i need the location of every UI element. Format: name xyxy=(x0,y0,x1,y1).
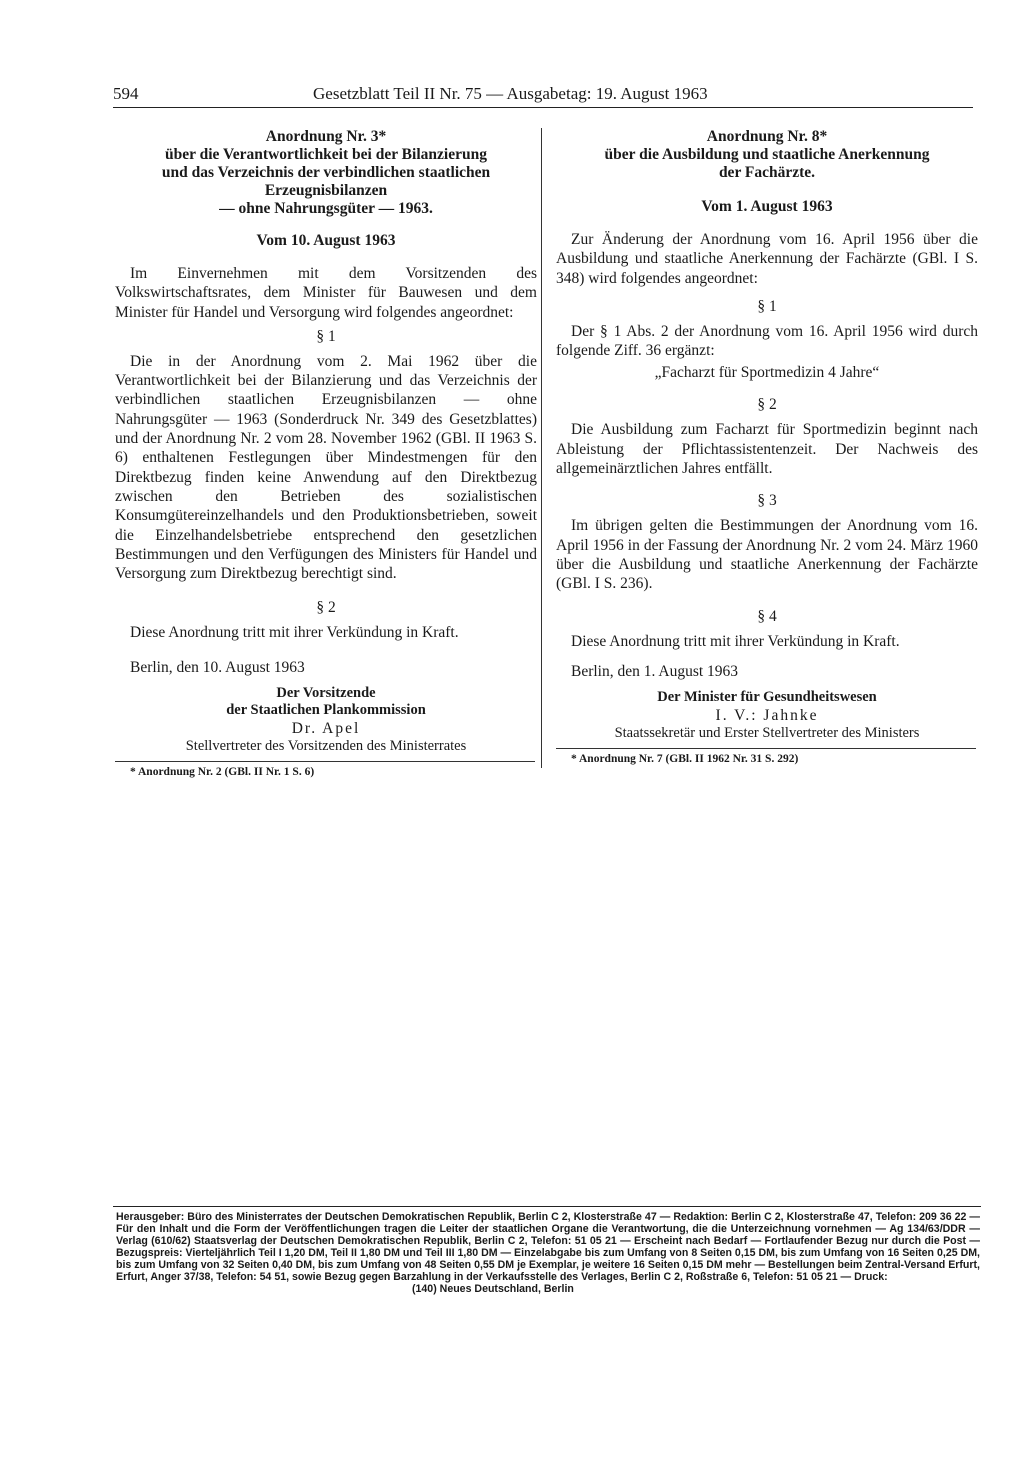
left-signer-role: Stellvertreter des Vorsitzenden des Ministerrates xyxy=(185,737,467,754)
left-section-2-mark: § 2 xyxy=(316,599,336,617)
right-section-4-mark: § 4 xyxy=(757,607,777,625)
right-signer-role: Staatssekretär und Erster Stellvertreter des Ministers xyxy=(614,724,920,741)
right-date: Vom 1. August 1963 xyxy=(701,198,833,215)
left-title-line: über die Verantwortlichkeit bei der Bilanzierung xyxy=(165,146,487,163)
right-section-1-text: Der § 1 Abs. 2 der Anordnung vom 16. April 1956 wird durch folgende Ziff. 36 ergänzt: xyxy=(556,322,978,360)
right-place-date: Berlin, den 1. August 1963 xyxy=(571,662,739,680)
left-footnote: * Anordnung Nr. 2 (GBl. II Nr. 1 S. 6) xyxy=(130,765,315,778)
right-section-4-text: Diese Anordnung tritt mit ihrer Verkündung in Kraft. xyxy=(571,632,900,650)
imprint-printer: (140) Neues Deutschland, Berlin xyxy=(412,1283,574,1295)
left-section-1-mark: § 1 xyxy=(316,327,336,345)
left-title-line: — ohne Nahrungsgüter — 1963. xyxy=(219,200,433,217)
right-section-3-text: Im übrigen gelten die Bestimmungen der Anordnung vom 16. April 1956 in der Fassung der Anordnung Nr. 2 vom 24. März 1960 über die Ausbildung und staatliche Anerkennung der Fachärzte (GBl. I S. 236). xyxy=(556,517,978,593)
left-preamble: Im Einvernehmen mit dem Vorsitzenden des Volkswirtschaftsrates, dem Minister für Bauwesen und dem Minister für Handel und Versorgung wird folgendes angeordnet: xyxy=(115,265,537,321)
right-footnote: * Anordnung Nr. 7 (GBl. II 1962 Nr. 31 S. 292) xyxy=(571,752,799,765)
right-column xyxy=(556,128,978,765)
left-section-1-text: Die in der Anordnung vom 2. Mai 1962 über die Verantwortlichkeit bei der Bilanzierung und das Verzeichnis der verbindlichen staatlichen Erzeugnisbilanzen — ohne Nahrungsgüter — 1963 (Sonderdruck Nr. 349 des Gesetzblattes) und der Anordnung Nr. 2 vom 28. November 1962 (GBl. II 1963 S. 6) enthaltenen Festlegungen über Mindestmengen für den Direktbezug finden keine Anwendung auf den Direktbezug zwischen den Betrieben des sozialistischen Konsumgütereinzelhandels und den Produktionsbetrieben, soweit die Einzelhandelsbetriebe entsprechend den gesetzlichen Bestimmungen und den Verfügungen des Ministers für Handel und Versorgung zum Direktbezug berechtigt sind. xyxy=(115,352,537,583)
right-section-3-mark: § 3 xyxy=(757,492,777,510)
imprint xyxy=(116,1211,980,1295)
right-section-2-mark: § 2 xyxy=(757,396,777,414)
column-divider xyxy=(541,128,542,768)
left-title-line: und das Verzeichnis der verbindlichen staatlichen xyxy=(161,164,491,181)
right-preamble: Zur Änderung der Anordnung vom 16. April 1956 über die Ausbildung und staatliche Anerkennung der Fachärzte (GBl. I S. 348) wird folgendes angeordnet: xyxy=(556,231,978,287)
page-number: 594 xyxy=(113,84,139,103)
right-title-line: der Fachärzte. xyxy=(718,164,816,181)
right-signer-title: Der Minister für Gesundheitswesen xyxy=(657,688,877,705)
right-title-line: über die Ausbildung und staatliche Anerkennung xyxy=(604,146,930,163)
left-signer-title-line: der Staatlichen Plankommission xyxy=(226,701,426,718)
page-header xyxy=(113,84,973,108)
left-date: Vom 10. August 1963 xyxy=(256,232,396,249)
left-signer-title-line: Der Vorsitzende xyxy=(276,684,376,701)
left-section-2-text: Diese Anordnung tritt mit ihrer Verkündung in Kraft. xyxy=(130,624,459,642)
left-signer-name: Dr. Apel xyxy=(291,719,361,737)
right-footnote-rule xyxy=(556,748,976,749)
right-title-line: Anordnung Nr. 8* xyxy=(706,128,828,145)
running-head: Gesetzblatt Teil II Nr. 75 — Ausgabetag: 19. August 1963 xyxy=(313,84,708,103)
left-place-date: Berlin, den 10. August 1963 xyxy=(130,658,305,676)
left-column xyxy=(115,128,537,778)
imprint-rule xyxy=(113,1206,981,1207)
left-title-line: Erzeugnisbilanzen xyxy=(264,182,388,199)
right-section-1-mark: § 1 xyxy=(757,297,777,315)
left-footnote-rule xyxy=(115,761,535,762)
right-section-2-text: Die Ausbildung zum Facharzt für Sportmedizin beginnt nach Ableistung der Pflichtassistentenzeit. Der Nachweis des allgemeinärztlichen Jahres entfällt. xyxy=(556,421,978,478)
left-title xyxy=(115,128,537,218)
right-title xyxy=(556,128,978,182)
header-rule xyxy=(113,107,973,108)
right-section-1-formula: „Facharzt für Sportmedizin 4 Jahre“ xyxy=(654,364,880,382)
left-signer-title xyxy=(115,685,537,719)
left-title-line: Anordnung Nr. 3* xyxy=(265,128,387,145)
imprint-text: Herausgeber: Büro des Ministerrates der Deutschen Demokratischen Republik, Berlin C 2, Klosterstraße 47 — Redaktion: Berlin C 2, Klosterstraße 47, Telefon: 209 36 22 — Für den Inhalt und die Form der Veröffentlichungen tragen die Leiter der staatlichen Organe die Verantwortung, die die Unterzeichnung vornehmen — Ag 134/63/DDR — Verlag (610/62) Staatsverlag der Deutschen Demokratischen Republik, Berlin C 2, Telefon: 51 05 21 — Erscheint nach Bedarf — Fortlaufender Bezug nur durch die Post — Bezugspreis: Vierteljährlich Teil I 1,20 DM, Teil II 1,80 DM und Teil III 1,80 DM — Einzelabgabe bis zum Umfang von 8 Seiten 0,15 DM, bis zum Umfang von 16 Seiten 0,25 DM, bis zum Umfang von 32 Seiten 0,40 DM, bis zum Umfang von 48 Seiten 0,55 DM je Exemplar, je weitere 16 Seiten 0,15 DM mehr — Bestellungen beim Zentral-Versand Erfurt, Erfurt, Anger 37/38, Telefon: 54 51, sowie Bezug gegen Barzahlung in der Verkaufsstelle des Verlages, Berlin C 2, Roßstraße 6, Telefon: 51 05 21 — Druck: xyxy=(116,1211,980,1283)
right-signer-name: I. V.: Jahnke xyxy=(715,706,819,724)
